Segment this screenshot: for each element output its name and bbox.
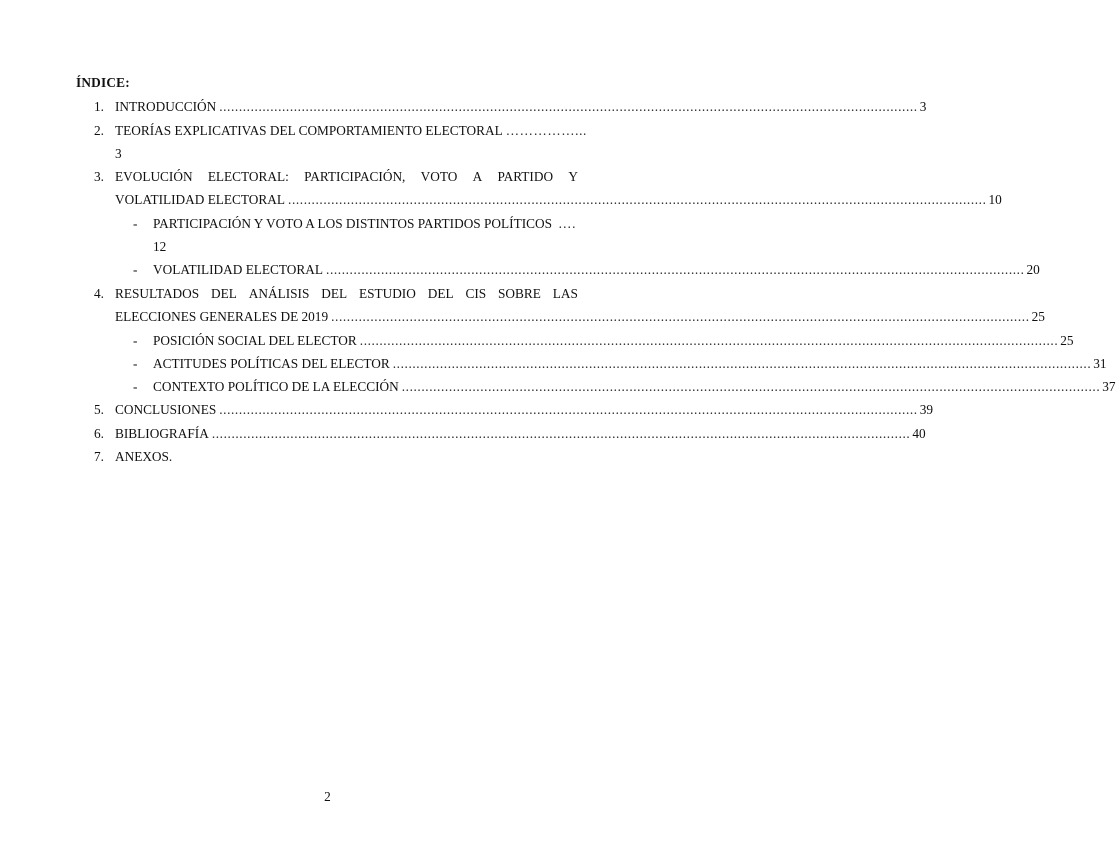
toc-subitem-participacion-page-line	[0, 237, 655, 257]
toc-word: DEL	[427, 286, 454, 301]
toc-item-title-justified	[115, 284, 578, 304]
toc-item-evolucion[interactable]	[0, 167, 655, 187]
toc-item-page: 39	[919, 402, 934, 417]
toc-item-anexos[interactable]	[0, 447, 655, 467]
toc-item-number: 2.	[94, 123, 104, 138]
toc-word: RESULTADOS	[115, 286, 200, 301]
toc-leader-dots: ..................................................................................................................................................................................	[326, 262, 1025, 277]
toc-item-page: 3	[919, 99, 927, 114]
toc-item-title: INTRODUCCIÓN	[115, 99, 217, 114]
toc-item-title: ANEXOS.	[115, 449, 173, 464]
toc-leader-dots: ..................................................................................................................................................................................	[219, 402, 918, 417]
toc-item-number: 4.	[94, 286, 104, 301]
toc-item-title: TEORÍAS EXPLICATIVAS DEL COMPORTAMIENTO ELECTORAL	[115, 123, 503, 138]
toc-item-title: BIBLIOGRAFÍA	[115, 426, 209, 441]
toc-item-title: ACTITUDES POLÍTICAS DEL ELECTOR	[153, 356, 390, 371]
toc-word: ANÁLISIS	[248, 286, 310, 301]
toc-item-page: 3	[115, 146, 122, 161]
toc-subitem-actitudes-politicas[interactable]	[0, 354, 1107, 374]
toc-word: Y	[568, 169, 578, 184]
toc-item-number: 6.	[94, 426, 104, 441]
toc-item-teorias-page-line	[0, 144, 655, 164]
toc-item-title-justified	[115, 167, 578, 187]
toc-word: SOBRE	[498, 286, 541, 301]
toc-item-evolucion-line2[interactable]	[0, 190, 1002, 210]
toc-item-title: CONTEXTO POLÍTICO DE LA ELECCIÓN	[153, 379, 399, 394]
toc-item-teorias[interactable]	[0, 121, 655, 141]
toc-item-page: 10	[988, 192, 1002, 207]
toc-word: ESTUDIO	[358, 286, 416, 301]
toc-leader-dots: ..................................................................................................................................................................................	[401, 379, 1101, 394]
toc-word: PARTICIPACIÓN,	[304, 169, 406, 184]
toc-word: LAS	[552, 286, 578, 301]
toc-bullet: -	[133, 379, 138, 394]
toc-leader-dots: ..................................................................................................................................................................................	[392, 356, 1092, 371]
toc-subitem-participacion[interactable]	[0, 214, 655, 234]
toc-word: EVOLUCIÓN	[115, 169, 193, 184]
page-number: 2	[324, 789, 331, 804]
toc-item-resultados[interactable]	[0, 284, 655, 304]
toc-item-title: VOLATILIDAD ELECTORAL	[153, 262, 324, 277]
toc-word: DEL	[211, 286, 237, 301]
toc-leader-dots: ..................................................................................................................................................................................	[211, 426, 911, 441]
toc-bullet: -	[133, 216, 138, 231]
toc-leader-dots: ..................................................................................................................................................................................	[219, 99, 918, 114]
index-heading: ÍNDICE:	[76, 75, 130, 90]
toc-leader-dots: ..................................................................................................................................................................................	[359, 333, 1059, 348]
toc-item-number: 7.	[94, 449, 104, 464]
toc-leader-dots: ….	[558, 216, 576, 231]
toc-item-bibliografia[interactable]	[0, 424, 926, 444]
toc-word: ELECTORAL:	[207, 169, 289, 184]
toc-word: VOTO	[420, 169, 458, 184]
toc-item-introduccion[interactable]	[0, 97, 927, 117]
toc-leader-dots: ……………...	[505, 123, 587, 138]
toc-subitem-volatilidad[interactable]	[0, 260, 1040, 280]
toc-item-title: CONCLUSIONES	[115, 402, 217, 417]
toc-item-page: 25	[1031, 309, 1045, 324]
toc-word: DEL	[321, 286, 348, 301]
toc-subitem-posicion-social[interactable]	[0, 331, 1074, 351]
toc-item-conclusiones[interactable]	[0, 400, 934, 420]
toc-item-page: 12	[153, 239, 167, 254]
toc-word: A	[472, 169, 483, 184]
toc-item-number: 1.	[94, 99, 104, 114]
toc-item-title: POSICIÓN SOCIAL DEL ELECTOR	[153, 333, 357, 348]
toc-item-title: ELECCIONES GENERALES DE 2019	[115, 309, 329, 324]
toc-bullet: -	[133, 356, 138, 371]
toc-leader-dots: ..................................................................................................................................................................................	[331, 309, 1030, 324]
toc-bullet: -	[133, 262, 138, 277]
toc-subitem-contexto-politico[interactable]	[0, 377, 1116, 397]
toc-item-page: 20	[1026, 262, 1040, 277]
toc-bullet: -	[133, 333, 138, 348]
toc-word: PARTIDO	[497, 169, 554, 184]
toc-item-number: 3.	[94, 169, 104, 184]
toc-item-page: 31	[1093, 356, 1107, 371]
toc-item-title: PARTICIPACIÓN Y VOTO A LOS DISTINTOS PARTIDOS POLÍTICOS	[153, 216, 552, 231]
toc-item-resultados-line2[interactable]	[0, 307, 1045, 327]
toc-item-page: 40	[912, 426, 926, 441]
toc-word: CIS	[465, 286, 487, 301]
toc-item-number: 5.	[94, 402, 104, 417]
toc-item-page: 25	[1060, 333, 1074, 348]
toc-item-page: 37	[1102, 379, 1116, 394]
toc-item-title: VOLATILIDAD ELECTORAL	[115, 192, 286, 207]
toc-leader-dots: ..................................................................................................................................................................................	[288, 192, 987, 207]
